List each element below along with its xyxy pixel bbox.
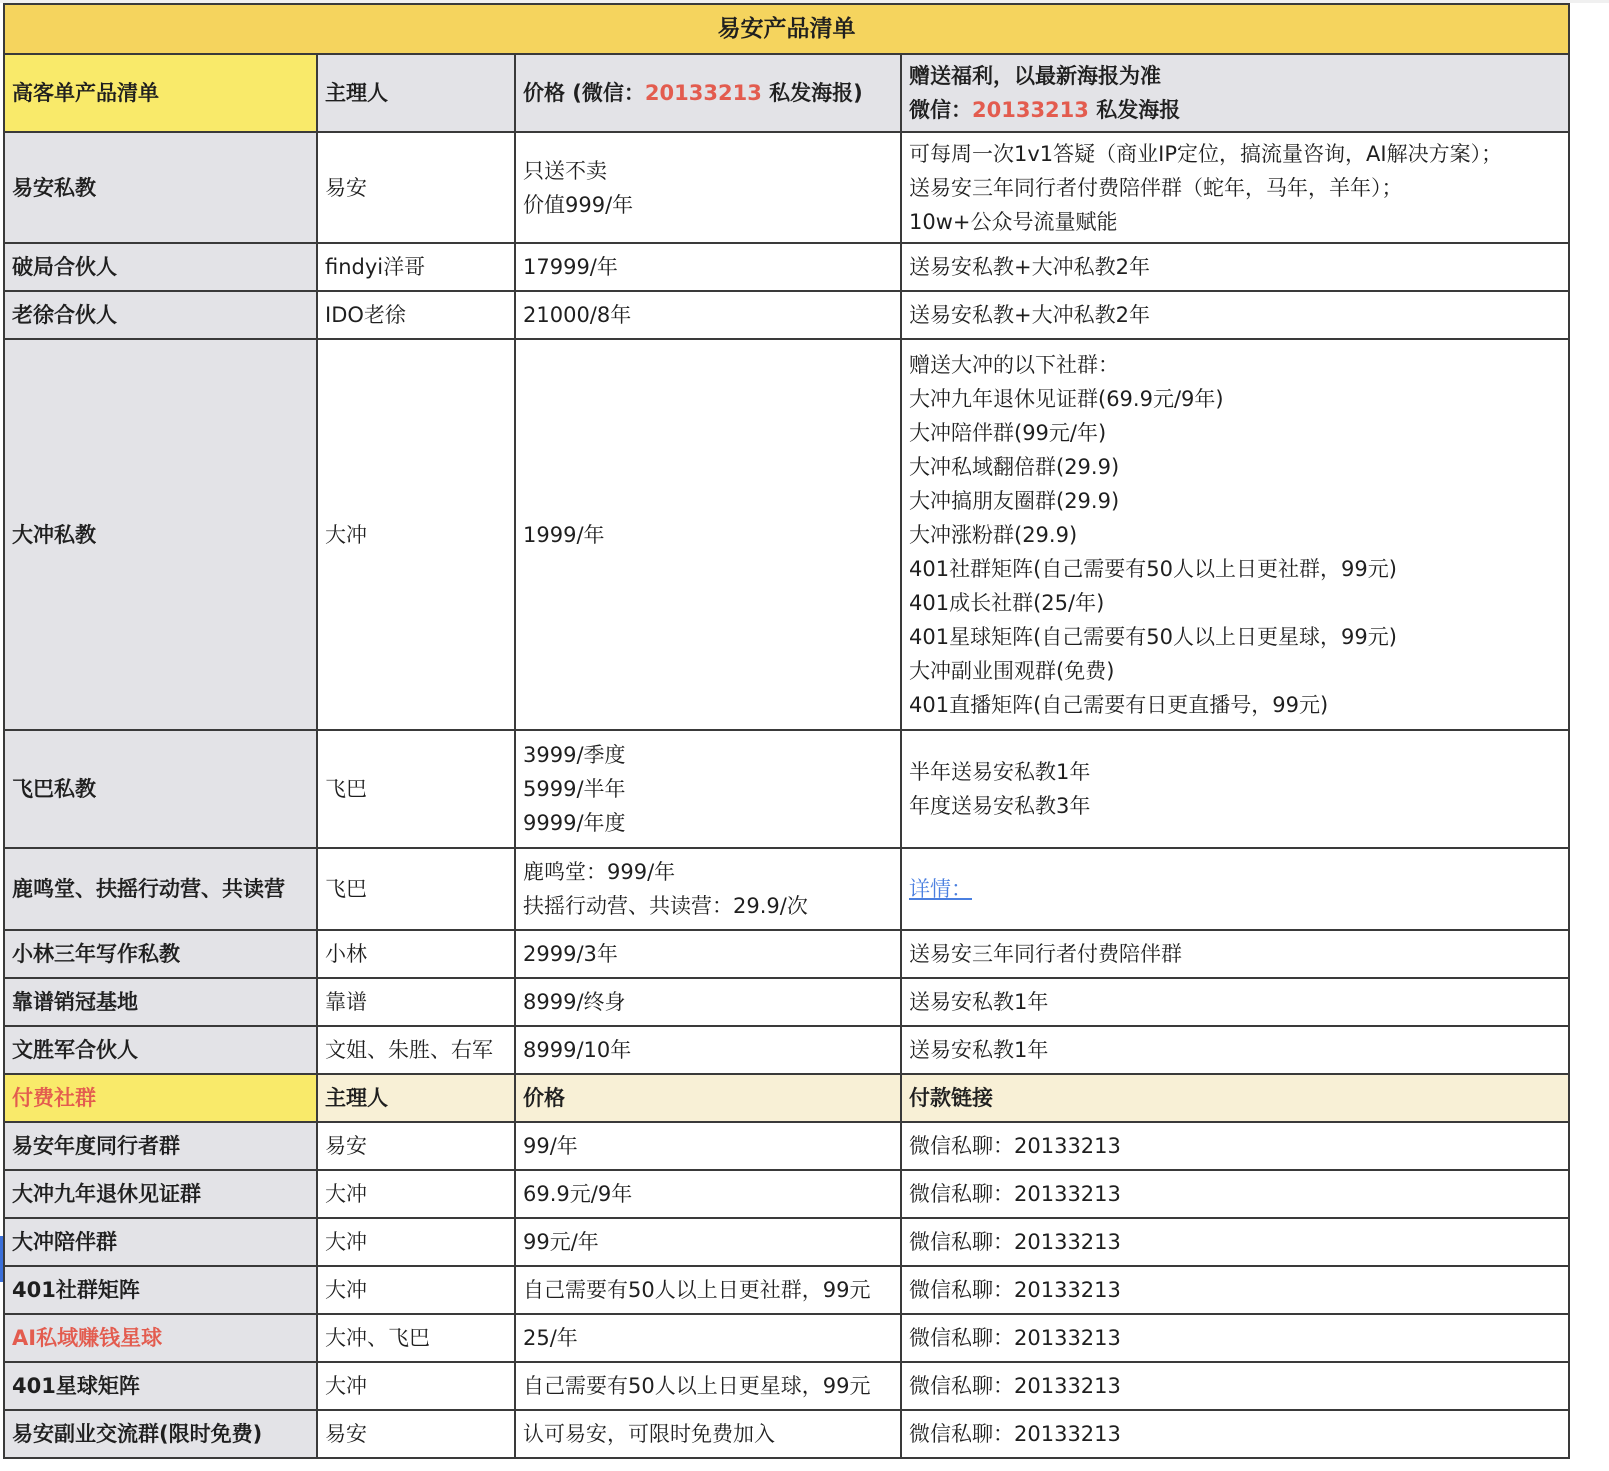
header-product-list[interactable]: 高客单产品清单 [4, 54, 317, 132]
product-name[interactable]: 老徐合伙人 [4, 291, 317, 339]
benefit-line: 大冲搞朋友圈群(29.9) [909, 488, 1120, 513]
product-price[interactable]: 21000/8年 [515, 291, 901, 339]
product-benefit[interactable] [901, 132, 1569, 243]
table-row [4, 291, 1569, 339]
community-price[interactable]: 25/年 [515, 1314, 901, 1362]
header-owner[interactable]: 主理人 [317, 54, 515, 132]
community-price[interactable]: 99/年 [515, 1122, 901, 1170]
product-name[interactable]: 易安私教 [4, 132, 317, 243]
header-paid-community[interactable]: 付费社群 [4, 1074, 317, 1122]
table-row [4, 1266, 1569, 1314]
header-benefit[interactable] [901, 54, 1569, 132]
product-owner[interactable]: 文姐、朱胜、右军 [317, 1026, 515, 1074]
product-benefit[interactable]: 送易安私教1年 [901, 978, 1569, 1026]
header-price[interactable] [515, 54, 901, 132]
product-benefit[interactable] [901, 848, 1569, 930]
benefit-line: 401社群矩阵(自己需要有50人以上日更社群，99元) [909, 556, 1397, 581]
table-row [4, 339, 1569, 730]
table-row [4, 1218, 1569, 1266]
header-benefit-line1: 赠送福利，以最新海报为准 [909, 64, 1161, 88]
community-price[interactable]: 认可易安，可限时免费加入 [515, 1410, 901, 1458]
price-line: 价值999/年 [523, 192, 634, 217]
community-price[interactable]: 99元/年 [515, 1218, 901, 1266]
price-line: 5999/半年 [523, 777, 626, 801]
product-name[interactable]: 鹿鸣堂、扶摇行动营、共读营 [4, 848, 317, 930]
header-benefit-suffix: 私发海报 [1088, 98, 1181, 122]
product-name[interactable]: 飞巴私教 [4, 730, 317, 848]
community-owner[interactable]: 大冲 [317, 1218, 515, 1266]
header-payment-link[interactable]: 付款链接 [901, 1074, 1569, 1122]
benefit-line: 送易安三年同行者付费陪伴群（蛇年，马年，羊年）； [909, 175, 1403, 200]
product-benefit[interactable]: 送易安私教+大冲私教2年 [901, 291, 1569, 339]
benefit-line: 大冲陪伴群(99元/年) [909, 420, 1107, 445]
community-payment[interactable]: 微信私聊：20133213 [901, 1170, 1569, 1218]
community-owner[interactable]: 大冲、飞巴 [317, 1314, 515, 1362]
product-price[interactable]: 8999/终身 [515, 978, 901, 1026]
community-payment[interactable]: 微信私聊：20133213 [901, 1122, 1569, 1170]
sheet-title[interactable]: 易安产品清单 [4, 4, 1569, 54]
product-owner[interactable]: 小林 [317, 930, 515, 978]
price-line: 鹿鸣堂：999/年 [523, 860, 676, 884]
community-payment[interactable]: 微信私聊：20133213 [901, 1410, 1569, 1458]
community-payment[interactable]: 微信私聊：20133213 [901, 1362, 1569, 1410]
product-benefit[interactable]: 送易安私教1年 [901, 1026, 1569, 1074]
community-name[interactable]: 大冲陪伴群 [4, 1218, 317, 1266]
product-name[interactable]: 大冲私教 [4, 339, 317, 730]
details-link[interactable]: 详情： [909, 877, 972, 901]
community-name[interactable]: 易安年度同行者群 [4, 1122, 317, 1170]
product-name[interactable]: 文胜军合伙人 [4, 1026, 317, 1074]
table-row [4, 243, 1569, 291]
community-price[interactable]: 自己需要有50人以上日更社群，99元 [515, 1266, 901, 1314]
product-benefit[interactable]: 送易安私教+大冲私教2年 [901, 243, 1569, 291]
community-owner[interactable]: 易安 [317, 1410, 515, 1458]
benefit-line: 半年送易安私教1年 [909, 760, 1091, 784]
community-price[interactable]: 自己需要有50人以上日更星球，99元 [515, 1362, 901, 1410]
table-row [4, 1362, 1569, 1410]
community-name[interactable]: AI私域赚钱星球 [4, 1314, 317, 1362]
product-price[interactable]: 2999/3年 [515, 930, 901, 978]
product-table [3, 3, 1570, 1459]
product-owner[interactable]: 飞巴 [317, 848, 515, 930]
community-owner[interactable]: 大冲 [317, 1362, 515, 1410]
community-payment[interactable]: 微信私聊：20133213 [901, 1266, 1569, 1314]
benefit-line: 10w+公众号流量赋能 [909, 209, 1118, 234]
product-name[interactable]: 靠谱销冠基地 [4, 978, 317, 1026]
table-row [4, 132, 1569, 243]
row-selection-indicator [0, 1236, 3, 1282]
product-price[interactable]: 1999/年 [515, 339, 901, 730]
table-row [4, 1122, 1569, 1170]
header-price-prefix: 价格 (微信： [523, 81, 645, 105]
header-community-owner[interactable]: 主理人 [317, 1074, 515, 1122]
product-price[interactable]: 17999/年 [515, 243, 901, 291]
benefit-line: 大冲九年退休见证群(69.9元/9年) [909, 386, 1224, 411]
header-benefit-prefix: 微信： [909, 98, 972, 122]
header-community-price[interactable]: 价格 [515, 1074, 901, 1122]
table-row [4, 1314, 1569, 1362]
product-name[interactable]: 破局合伙人 [4, 243, 317, 291]
header-price-wechat: 20133213 [644, 81, 762, 105]
price-line: 3999/季度 [523, 743, 626, 767]
table-row [4, 848, 1569, 930]
benefit-line: 赠送大冲的以下社群： [909, 352, 1119, 377]
price-line: 扶摇行动营、共读营：29.9/次 [523, 894, 808, 918]
community-owner[interactable]: 易安 [317, 1122, 515, 1170]
product-owner[interactable]: 易安 [317, 132, 515, 243]
community-payment[interactable]: 微信私聊：20133213 [901, 1314, 1569, 1362]
product-price[interactable] [515, 848, 901, 930]
benefit-line: 大冲私域翻倍群(29.9) [909, 454, 1120, 479]
product-price[interactable] [515, 132, 901, 243]
benefit-line: 年度送易安私教3年 [909, 794, 1091, 818]
price-line: 只送不卖 [523, 158, 607, 183]
community-owner[interactable]: 大冲 [317, 1170, 515, 1218]
table-row [4, 1410, 1569, 1458]
community-name[interactable]: 易安副业交流群(限时免费) [4, 1410, 317, 1458]
community-header-row [4, 1074, 1569, 1122]
product-benefit[interactable]: 送易安三年同行者付费陪伴群 [901, 930, 1569, 978]
price-line: 9999/年度 [523, 811, 626, 835]
community-price[interactable]: 69.9元/9年 [515, 1170, 901, 1218]
product-name[interactable]: 小林三年写作私教 [4, 930, 317, 978]
header-benefit-line2 [909, 93, 1561, 127]
product-owner[interactable]: IDO老徐 [317, 291, 515, 339]
product-benefit[interactable] [901, 730, 1569, 848]
product-price[interactable] [515, 730, 901, 848]
benefit-line: 可每周一次1v1答疑（商业IP定位，搞流量咨询，AI解决方案）； [909, 141, 1503, 166]
community-payment[interactable]: 微信私聊：20133213 [901, 1218, 1569, 1266]
product-benefit[interactable] [901, 339, 1569, 730]
header-row [4, 54, 1569, 132]
benefit-line: 大冲副业围观群(免费) [909, 658, 1115, 683]
table-row [4, 930, 1569, 978]
community-name[interactable]: 大冲九年退休见证群 [4, 1170, 317, 1218]
header-benefit-wechat: 20133213 [972, 98, 1089, 122]
benefit-line: 大冲涨粉群(29.9) [909, 522, 1078, 547]
product-owner[interactable]: 飞巴 [317, 730, 515, 848]
product-owner[interactable]: 大冲 [317, 339, 515, 730]
header-price-suffix: 私发海报) [761, 81, 863, 105]
community-name[interactable]: 401社群矩阵 [4, 1266, 317, 1314]
benefit-line: 401星球矩阵(自己需要有50人以上日更星球，99元) [909, 624, 1397, 649]
product-owner[interactable]: 靠谱 [317, 978, 515, 1026]
title-row [4, 4, 1569, 54]
table-row [4, 978, 1569, 1026]
community-name[interactable]: 401星球矩阵 [4, 1362, 317, 1410]
benefit-line: 401直播矩阵(自己需要有日更直播号，99元) [909, 692, 1329, 717]
product-price[interactable]: 8999/10年 [515, 1026, 901, 1074]
community-owner[interactable]: 大冲 [317, 1266, 515, 1314]
table-row [4, 730, 1569, 848]
benefit-line: 401成长社群(25/年) [909, 590, 1105, 615]
product-owner[interactable]: findyi洋哥 [317, 243, 515, 291]
table-row [4, 1026, 1569, 1074]
table-row [4, 1170, 1569, 1218]
